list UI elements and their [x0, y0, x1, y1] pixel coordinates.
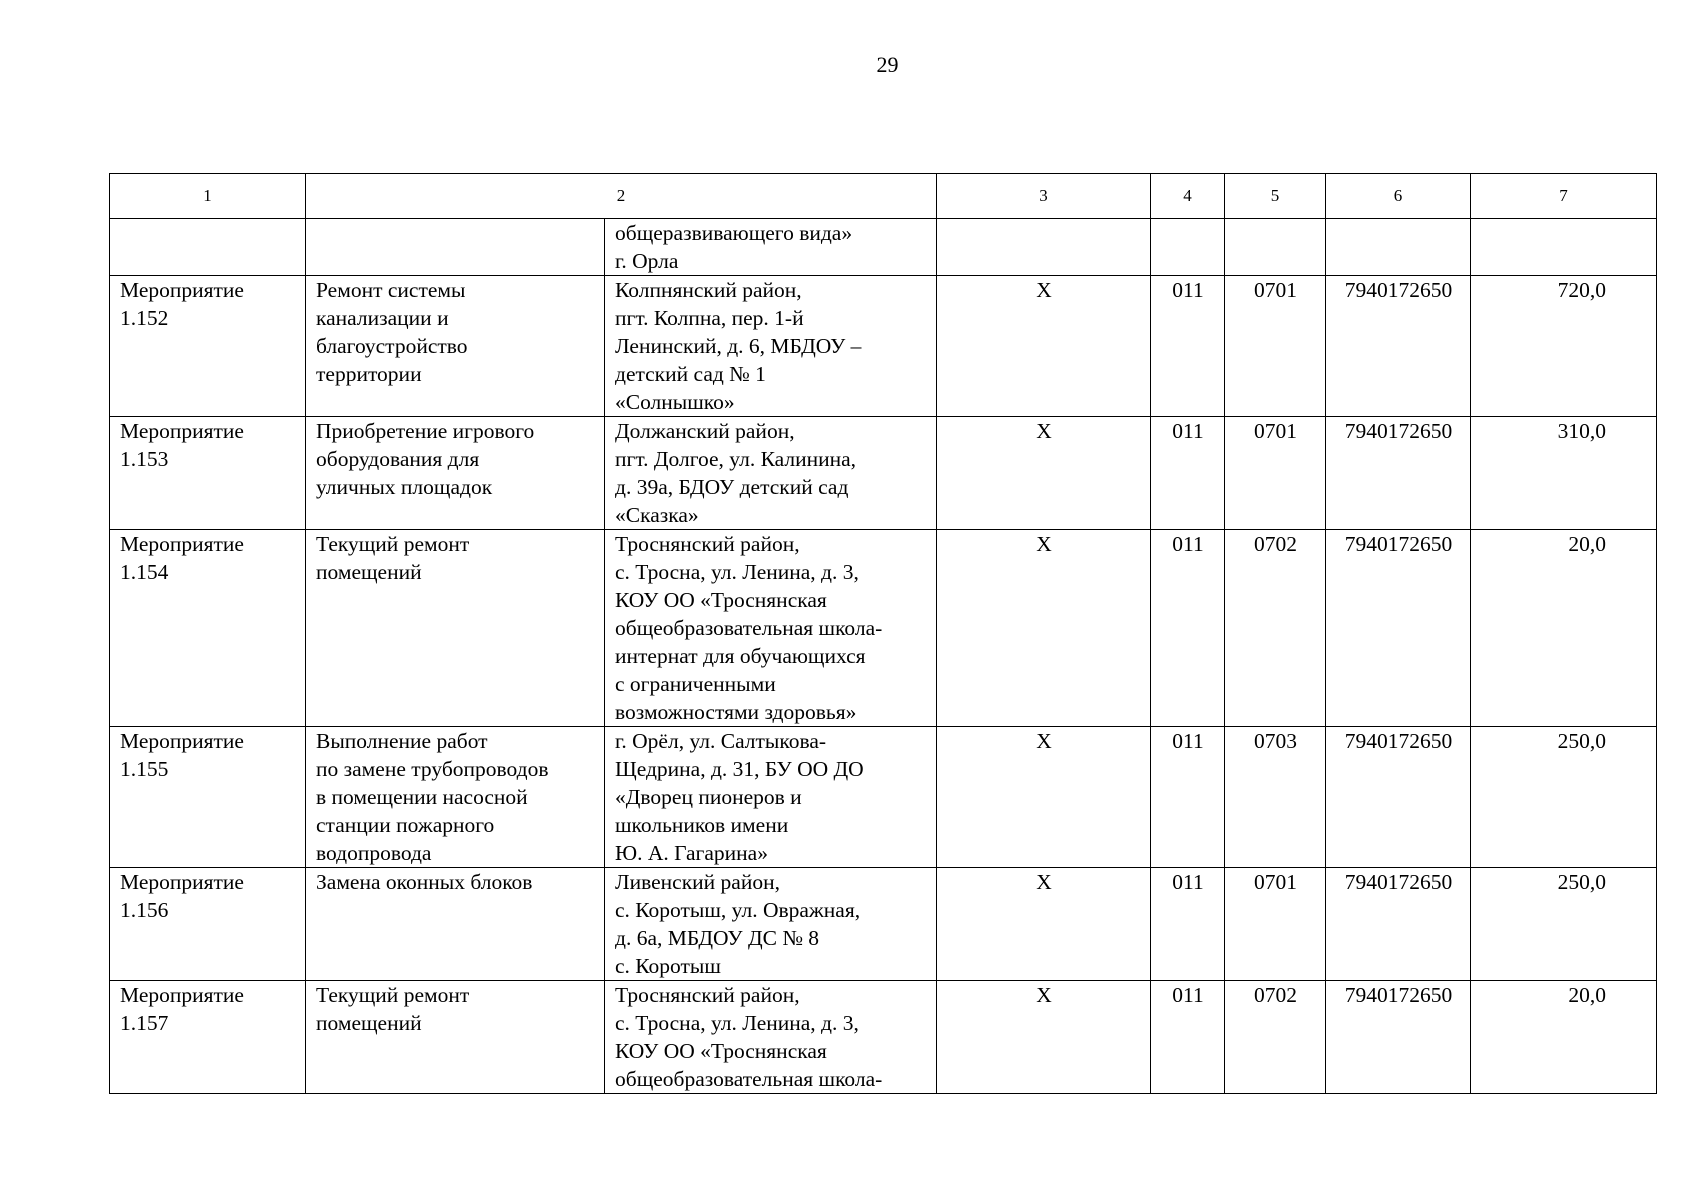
- cell-col3: Х: [937, 727, 1151, 868]
- cell-name: Ремонт системы канализации и благоустройство территории: [306, 276, 605, 417]
- cell-col5: 0701: [1225, 868, 1326, 981]
- table-row: [110, 417, 1657, 530]
- cell-col7: 310,0: [1471, 417, 1657, 530]
- cell-id: Мероприятие 1.153: [110, 417, 306, 530]
- cell-col4: 011: [1151, 868, 1225, 981]
- table-row: [110, 727, 1657, 868]
- cell-col3: Х: [937, 868, 1151, 981]
- cell-col6: 7940172650: [1326, 417, 1471, 530]
- cell-col6: 7940172650: [1326, 727, 1471, 868]
- cell-col7: 250,0: [1471, 727, 1657, 868]
- column-header-5: 5: [1225, 174, 1326, 219]
- page-number: 29: [876, 52, 899, 77]
- cell-col7: 20,0: [1471, 530, 1657, 727]
- cell-col3: Х: [937, 417, 1151, 530]
- column-header-2: 2: [306, 174, 937, 219]
- column-header-4: 4: [1151, 174, 1225, 219]
- budget-table: [109, 173, 1657, 1094]
- table-row: [110, 868, 1657, 981]
- cell-col5: 0702: [1225, 981, 1326, 1094]
- cell-col6: [1326, 219, 1471, 276]
- cell-col5: 0703: [1225, 727, 1326, 868]
- cell-name: Замена оконных блоков: [306, 868, 605, 981]
- cell-col4: 011: [1151, 981, 1225, 1094]
- cell-col3: Х: [937, 276, 1151, 417]
- cell-col4: 011: [1151, 417, 1225, 530]
- cell-id: Мероприятие 1.152: [110, 276, 306, 417]
- cell-col5: 0701: [1225, 276, 1326, 417]
- column-header-6: 6: [1326, 174, 1471, 219]
- table-row: [110, 276, 1657, 417]
- cell-address: Колпнянский район, пгт. Колпна, пер. 1-й Ленинский, д. 6, МБДОУ – детский сад № 1 «Солнышко»: [605, 276, 937, 417]
- cell-name: Текущий ремонт помещений: [306, 530, 605, 727]
- cell-col7: 720,0: [1471, 276, 1657, 417]
- cell-id: Мероприятие 1.156: [110, 868, 306, 981]
- table-row: [110, 530, 1657, 727]
- table-header-row: [110, 174, 1657, 219]
- cell-col4: 011: [1151, 727, 1225, 868]
- column-header-3: 3: [937, 174, 1151, 219]
- cell-address: Ливенский район, с. Коротыш, ул. Овражная, д. 6а, МБДОУ ДС № 8 с. Коротыш: [605, 868, 937, 981]
- cell-col4: [1151, 219, 1225, 276]
- cell-name: Выполнение работ по замене трубопроводов в помещении насосной станции пожарного водопровода: [306, 727, 605, 868]
- cell-col6: 7940172650: [1326, 530, 1471, 727]
- cell-id: Мероприятие 1.154: [110, 530, 306, 727]
- cell-name: Текущий ремонт помещений: [306, 981, 605, 1094]
- cell-col6: 7940172650: [1326, 276, 1471, 417]
- cell-address: общеразвивающего вида» г. Орла: [605, 219, 937, 276]
- cell-address: Троснянский район, с. Тросна, ул. Ленина, д. 3, КОУ ОО «Троснянская общеобразовательная школа- интернат для обучающихся с ограниченными возможностями здоровья»: [605, 530, 937, 727]
- table-row: [110, 219, 1657, 276]
- cell-id: Мероприятие 1.157: [110, 981, 306, 1094]
- cell-address: Троснянский район, с. Тросна, ул. Ленина, д. 3, КОУ ОО «Троснянская общеобразовательная школа-: [605, 981, 937, 1094]
- cell-col4: 011: [1151, 530, 1225, 727]
- cell-col4: 011: [1151, 276, 1225, 417]
- cell-col7: 20,0: [1471, 981, 1657, 1094]
- cell-col3: [937, 219, 1151, 276]
- cell-col6: 7940172650: [1326, 868, 1471, 981]
- table-row: [110, 981, 1657, 1094]
- cell-col3: Х: [937, 981, 1151, 1094]
- cell-name: Приобретение игрового оборудования для уличных площадок: [306, 417, 605, 530]
- column-header-1: 1: [110, 174, 306, 219]
- cell-col7: 250,0: [1471, 868, 1657, 981]
- cell-id: Мероприятие 1.155: [110, 727, 306, 868]
- cell-name: [306, 219, 605, 276]
- cell-col7: [1471, 219, 1657, 276]
- cell-address: г. Орёл, ул. Салтыкова- Щедрина, д. 31, БУ ОО ДО «Дворец пионеров и школьников имени Ю. А. Гагарина»: [605, 727, 937, 868]
- cell-address: Должанский район, пгт. Долгое, ул. Калинина, д. 39а, БДОУ детский сад «Сказка»: [605, 417, 937, 530]
- cell-id: [110, 219, 306, 276]
- cell-col5: [1225, 219, 1326, 276]
- cell-col6: 7940172650: [1326, 981, 1471, 1094]
- cell-col3: Х: [937, 530, 1151, 727]
- cell-col5: 0702: [1225, 530, 1326, 727]
- cell-col5: 0701: [1225, 417, 1326, 530]
- column-header-7: 7: [1471, 174, 1657, 219]
